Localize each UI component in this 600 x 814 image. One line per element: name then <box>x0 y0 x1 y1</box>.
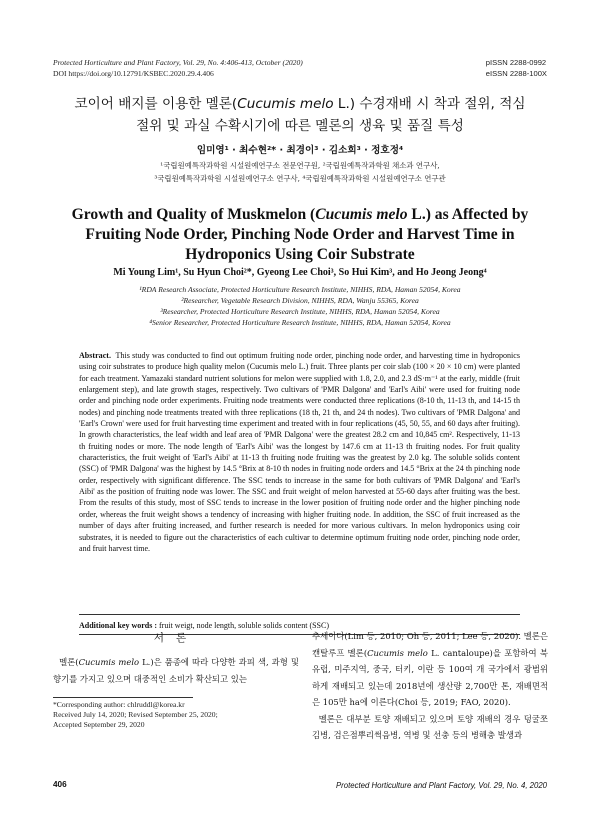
korean-affiliations <box>40 159 560 185</box>
journal-citation: Protected Horticulture and Plant Factory, Vol. 29, No. 4:406-413, October (2020) <box>53 58 303 67</box>
ko-affiliation-line: ³국립원예특작과학원 시설원예연구소 연구사, ⁴국립원예특작과학원 시설원예연구소 연구관 <box>154 174 446 183</box>
ko-title-species: Cucumis melo <box>237 96 334 112</box>
footnote <box>53 700 218 730</box>
korean-title <box>40 93 560 137</box>
en-title-line3: Hydroponics Using Coir Substrate <box>185 246 415 263</box>
corresponding-author: *Corresponding author: chlruddl@korea.kr <box>53 700 185 709</box>
eissn: eISSN 2288-100X <box>485 69 547 78</box>
en-title-part: Growth and Quality of Muskmelon ( <box>71 206 316 223</box>
keywords-label: Additional key words : <box>79 621 158 630</box>
ko-title-part: L.) 수경재배 시 착과 절위, 적심 <box>333 96 526 112</box>
en-affiliation-line: ⁴Senior Researcher, Protected Horticulture Research Institute, NIHHS, RDA, Haman 52054, Korea <box>149 318 451 327</box>
page-number: 406 <box>53 780 67 789</box>
intro-species: Cucumis melo <box>367 647 428 658</box>
abstract-label: Abstract. <box>79 351 111 360</box>
received-dates: Received July 14, 2020; Revised September 25, 2020; <box>53 710 218 719</box>
pissn: pISSN 2288-0992 <box>485 58 547 67</box>
abstract-text: This study was conducted to find out optimum fruiting node order, pinching node order, and harvesting time in hydroponics using coir substrates to produce high quality melon (Cucumis melo L.) fruit. Three plants per coir slab (100 × 20 × 10 cm) were planted for each treatment. Yamazaki standard nutrient solutions for melon were supplied with 1.8, 2.0, and 2.3 dS·m⁻¹ at the early, middle (fruit enlargement step), and late growth stages, respectively. Two cultivars of 'PMR Dalgona' and 'Earl's Aibi' were used for fruiting node order and pinching node order experiments. Fruiting node treatments were conducted three replications (8-10 th, 11-13 th, and 14-15 th nodes) and pinching node treatments treated with three replications (18 th, 21 th, and 24 th nodes). Two cultivars of 'PMR Dalgona' and 'Earl's Crown' were used for fruit harvesting time experiment and treated with in four replications (45, 50, 55, and 60 days after fruiting). In growth characteristics, the leaf width and leaf area of 'PMR Dalgona' were the greatest 28.2 cm and 10,845 cm². Respectively, 11-13 th fruiting nodes or more. The node length of 'Earl's Aibi' was the longest by 147.6 cm at 11-13 th fruiting nodes. For fruit quality characteristics, the fruit weight of 'Earl's Aibi' at 11-13 th fruiting node fruiting was the greatest by 2.0 kg. The soluble solids content (SSC) of 'PMR Dalgona' was the highest by 14.5 °Brix at 8-10 th nodes in fruiting node orders and 14.5 °Brix at the 24 th pinching node order, respectively with significant difference. The SSC tends to increase in the same for both cultivars of 'PMR Dalgona' and 'Earl's Aibi' as the position of fruiting node was lower. The SSC and fruit weight of melon harvested at 55-60 days after fruiting was the best. From the results of this study, most of SSC tends to increase in the lower position of fruiting node order and the higher pinching node order, whereas the fruit weight shows a tendency of increasing with higher fruiting node. In addition, the SSC of fruit increased as the number of days after fruiting increased, and further research is needed for more various cultivars. In melon hydroponics using coir substrates, it is needed to figure out the characteristics of each cultivar to determine optimum fruiting node order, pinching node order, and fruit harvest time. <box>79 351 520 553</box>
ko-title-part: 코이어 배지를 이용한 멜론( <box>74 96 238 112</box>
english-title <box>40 205 560 265</box>
en-affiliation-line: ¹RDA Research Associate, Protected Horticulture Research Institute, NIHHS, RDA, Haman 52054, Korea <box>139 285 461 294</box>
en-title-line2: Fruiting Node Order, Pinching Node Order and Harvest Time in <box>85 226 515 243</box>
intro-text: L. cantaloupe)을 포함하여 북유럽, 미주지역, 중국, 터키, 이란 등 100여 개 국가에서 광범위하게 재배되고 있는데 2018년에 생산량 2,700만 톤, 재배면적은 105만 ha에 이른다(Choi 등, 2019; FAO, 2020). <box>312 647 548 707</box>
ko-affiliation-line: ¹국립원예특작과학원 시설원예연구소 전문연구원, ²국립원예특작과학원 채소과 연구사, <box>160 161 440 170</box>
section-heading-introduction: 서론 <box>153 632 199 644</box>
intro-text: 멜론은 대부분 토양 재배되고 있으며 토양 재배의 경우 덩굴쪼김병, 검은점뿌리썩음병, 역병 및 선충 등의 병해충 발생과 <box>312 713 548 740</box>
divider-top <box>79 614 520 615</box>
footer-journal: Protected Horticulture and Plant Factory, Vol. 29, No. 4, 2020 <box>335 781 547 790</box>
intro-text: 추세이다(Lim 등, 2010; Oh 등, 2011; Lee 등, 2020). 멜론은 캔탈루프 멜론( <box>312 631 548 658</box>
english-affiliations <box>40 284 560 328</box>
keywords-text: fruit weigt, node length, soluble solids content (SSC) <box>157 621 329 630</box>
en-title-part: L.) as Affected by <box>407 206 529 223</box>
intro-paragraph-left <box>53 654 299 687</box>
intro-text: 멜론( <box>59 657 79 667</box>
ko-title-line2: 절위 및 과실 수확시기에 따른 멜론의 생육 및 품질 특성 <box>136 118 464 134</box>
intro-paragraph-right <box>312 628 548 744</box>
en-title-species: Cucumis melo <box>315 206 408 223</box>
intro-text: L.)은 품종에 따라 다양한 과피 색, 과형 및 향기를 가지고 있으며 대중적인 소비가 확산되고 있는 <box>53 657 299 684</box>
english-authors: Mi Young Lim¹, Su Hyun Choi²*, Gyeong Lee Choi³, So Hui Kim³, and Ho Jeong Jeong⁴ <box>113 267 487 278</box>
intro-species: Cucumis melo <box>78 657 140 667</box>
running-header-issn <box>486 57 547 79</box>
abstract <box>79 350 520 554</box>
en-affiliation-line: ³Researcher, Protected Horticulture Research Institute, NIHHS, RDA, Haman 52054, Korea <box>160 307 440 316</box>
doi-line: DOI https://doi.org/10.12791/KSBEC.2020.29.4.406 <box>53 69 214 78</box>
accepted-date: Accepted September 29, 2020 <box>53 720 145 729</box>
en-affiliation-line: ²Researcher, Vegetable Research Division, NIHHS, RDA, Wanju 55365, Korea <box>181 296 419 305</box>
footnote-divider <box>53 697 193 698</box>
korean-authors: 임미영¹ · 최수현²* · 최경이³ · 김소희³ · 정호정⁴ <box>196 145 404 156</box>
running-header-journal <box>53 57 303 79</box>
